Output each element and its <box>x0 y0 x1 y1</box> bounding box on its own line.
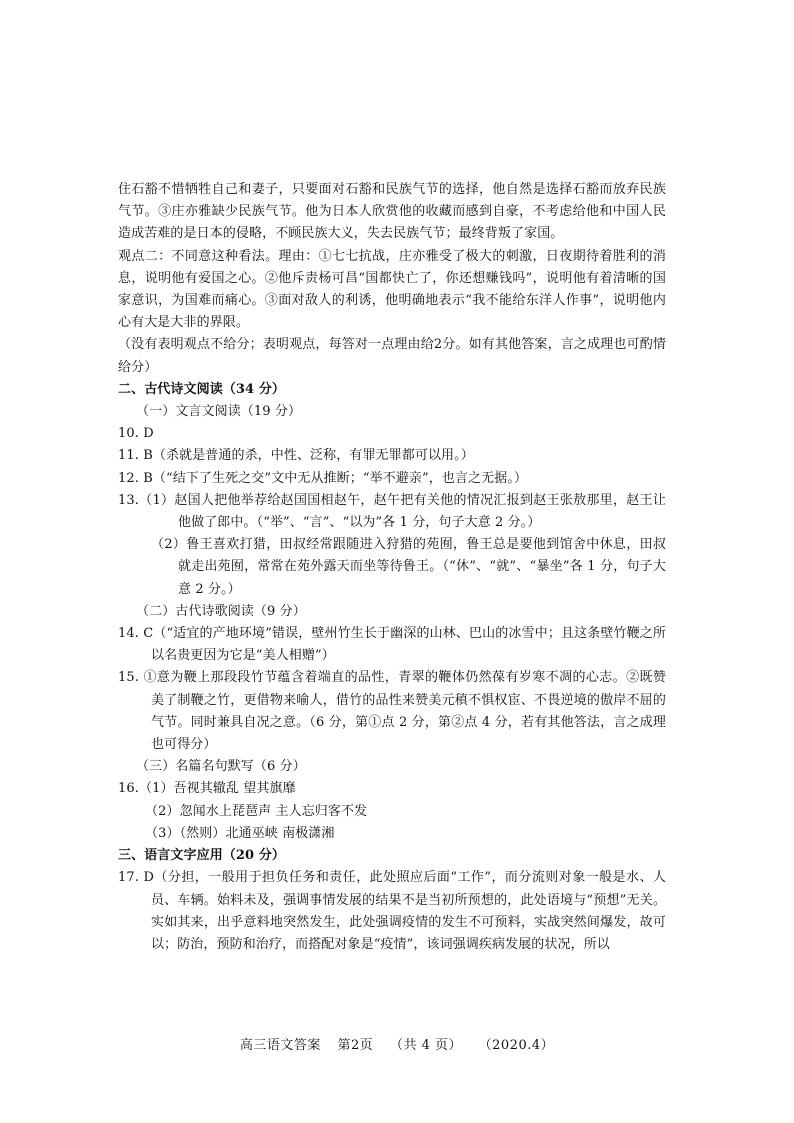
answer-content <box>118 179 666 956</box>
subsection-dictation: （三）名篇名句默写（6 分） <box>136 759 306 775</box>
answer-13-2: （2）鲁王喜欢打猎，田叔经常跟随进入狩猎的苑囿，鲁王总是要他到馆舍中休息，田叔就走出苑囿，常常在苑外露天而坐等待鲁王。（“休”、“就”、“暴坐”各 1 分，句子大意 2 分。） <box>151 537 666 597</box>
footer-total-pages: （共 4 页） <box>389 1038 462 1053</box>
answer-13-1: 13.（1）赵国人把他举荐给赵国国相赵午，赵午把有关他的情况汇报到赵王张敖那里，赵王让他做了郎中。（“举”、“言”、“以为”各 1 分，句子大意 2 分。） <box>118 492 666 531</box>
footer-date: （2020.4） <box>478 1038 555 1053</box>
answer-10: 10. D <box>118 426 154 442</box>
section-3-heading: 三、语言文字应用（20 分） <box>118 848 286 864</box>
answer-16-2: （2）忽闻水上琵琶声 主人忘归客不发 <box>145 803 368 819</box>
scoring-note: （没有表明观点不给分；表明观点，每答对一点理由给2分。如有其他答案，言之成理也可酌情给分） <box>118 337 666 375</box>
subsection-classical-prose: （一）文言文阅读（19 分） <box>136 404 302 420</box>
page-footer <box>0 1034 794 1053</box>
section-2-heading: 二、古代诗文阅读（34 分） <box>118 381 286 397</box>
answer-11: 11. B（杀就是普通的杀，中性、泛称，有罪无罪都可以用。） <box>118 448 474 464</box>
subsection-classical-poetry: （二）古代诗歌阅读（9 分） <box>136 603 306 619</box>
answer-16-1: 16.（1）吾视其辙乱 望其旗靡 <box>118 781 296 797</box>
footer-page-number: 第2页 <box>337 1038 374 1053</box>
answer-12: 12. B（“结下了生死之交”文中无从推断；“举不避亲”，也言之无据。） <box>118 470 528 486</box>
view2-paragraph: 观点二：不同意这种看法。理由：①七七抗战，庄亦雅受了极大的刺激，日夜期待着胜利的消息，说明他有爱国之心。②他斥责杨可昌“国都快亡了，你还想赚钱吗”，说明他有着清晰的国家意识，为国难而痛心。③面对敌人的利诱，他明确地表示“我不能给东洋人作事”，说明他内心有大是大非的界限。 <box>118 248 666 331</box>
footer-title: 高三语文答案 <box>239 1038 321 1053</box>
answer-15: 15. ①意为鞭上那段段竹节蕴含着端直的品性，青翠的鞭体仍然葆有岁寒不凋的心志。②既赞美了制鞭之竹，更借物来喻人，借竹的品性来赞美元稹不惧权宦、不畏逆境的傲岸不屈的气节。同时兼具自况之意。（6 分，第①点 2 分，第②点 4 分，若有其他答法，言之成理也可得分） <box>118 670 666 753</box>
answer-16-3: （3）（然则）北通巫峡 南极潇湘 <box>145 825 335 841</box>
answer-14: 14. C（“适宜的产地环境”错误，壁州竹生长于幽深的山林、巴山的冰雪中；且这条壁竹鞭之所以名贵更因为它是“美人相赠”） <box>118 626 666 664</box>
answer-17: 17. D（分担，一般用于担负任务和责任，此处照应后面“工作”，而分流则对象一般是水、人员、车辆。始料未及，强调事情发展的结果不是当初所预想的，此处语境与“预想”无关。实如其来，出乎意料地突然发生，此处强调疫情的发生不可预料，实战突然间爆发，故可以；防治，预防和治疗，而搭配对象是“疫情”，该词强调疾病发展的状况，所以 <box>118 870 666 952</box>
view1-continuation: 住石豁不惜牺牲自己和妻子，只要面对石豁和民族气节的选择，他自然是选择石豁而放弃民族气节。③庄亦雅缺少民族气节。他为日本人欣赏他的收藏而感到自豪，不考虑给他和中国人民造成苦难的是日本的侵略，不顾民族大义，失去民族气节；最终背叛了家国。 <box>118 182 666 242</box>
